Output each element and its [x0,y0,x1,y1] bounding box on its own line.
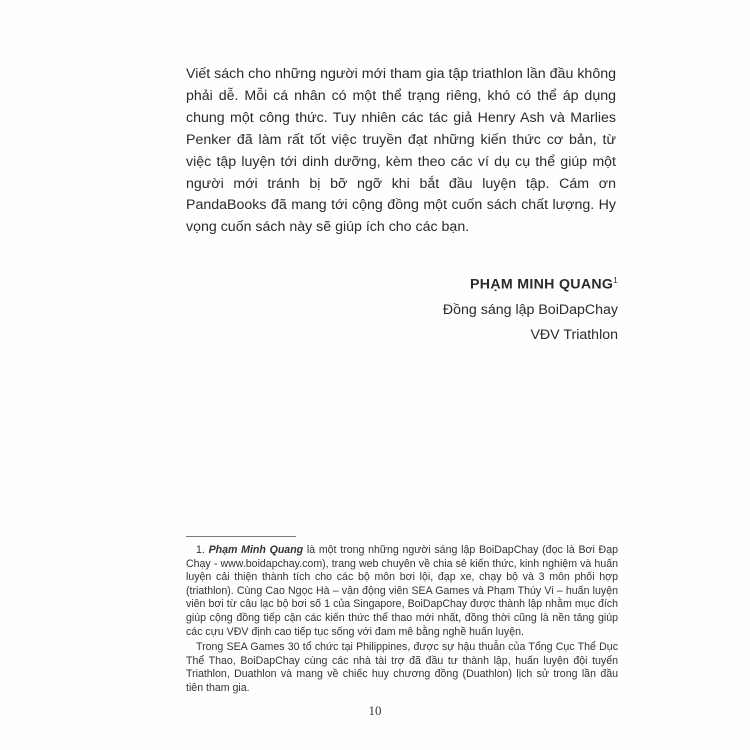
footnote-number: 1. [196,544,205,556]
footnote-name: Phạm Minh Quang [208,544,304,556]
footnote-paragraph-1 [186,544,618,639]
footnote-paragraph-2: Trong SEA Games 30 tổ chức tại Philippines, được sự hậu thuẫn của Tổng Cục Thể Dục Thể Thao, BoiDapChay cùng các nhà tài trợ đã đầu tư thành lập, huấn luyện đội tuyển Triathlon, Duathlon và mang về chiếc huy chương đồng (Duathlon) lịch sử trong lần đầu tiên tham gia. [186,641,618,694]
signature-block [443,268,618,348]
footnote-divider [186,536,296,537]
author-name [443,268,618,298]
footnotes [186,544,618,696]
body-paragraph: Viết sách cho những người mới tham gia tập triathlon lần đầu không phải dễ. Mỗi cá nhân có một thể trạng riêng, khó có thể áp dụng chung một công thức. Tuy nhiên các tác giả Henry Ash và Marlies Penker đã làm rất tốt việc truyền đạt những kiến thức cơ bản, từ việc tập luyện tới dinh dưỡng, kèm theo các ví dụ cụ thể giúp một người mới tránh bị bỡ ngỡ khi bắt đầu luyện tập. Cám ơn PandaBooks đã mang tới cộng đồng một cuốn sách chất lượng. Hy vọng cuốn sách này sẽ giúp ích cho các bạn. [186,66,616,236]
author-role-1: Đồng sáng lập BoiDapChay [442,301,618,318]
page-number: 10 [368,703,382,718]
footnote-marker: 1 [613,276,618,285]
author-role-2: VĐV Triathlon [530,326,618,343]
footnote-text-1: là một trong những người sáng lập BoiDapChay (đọc là Bơi Đạp Chạy - www.boidapchay.com), trang web chuyên về chia sẻ kiến thức, kinh nghiệm và huấn luyện cải thiện thành tích cho các bộ môn bơi lội, đạp xe, chạy bộ và 3 môn phối hợp (triathlon). Cùng Cao Ngọc Hà – vận động viên SEA Games và Phạm Thúy Vi – huấn luyện viên bơi từ câu lạc bộ bơi số 1 của Singapore, BoiDapChay được thành lập nhằm mục đích giúp cộng đồng tiếp cận các kiến thức thể thao mới nhất, đồng thời cũng là nền tảng giúp các cựu VĐV định cao tiếp tục sống với đam mê bằng nghề huấn luyện. [186,544,618,638]
author-name-text: PHẠM MINH QUANG [470,276,614,293]
